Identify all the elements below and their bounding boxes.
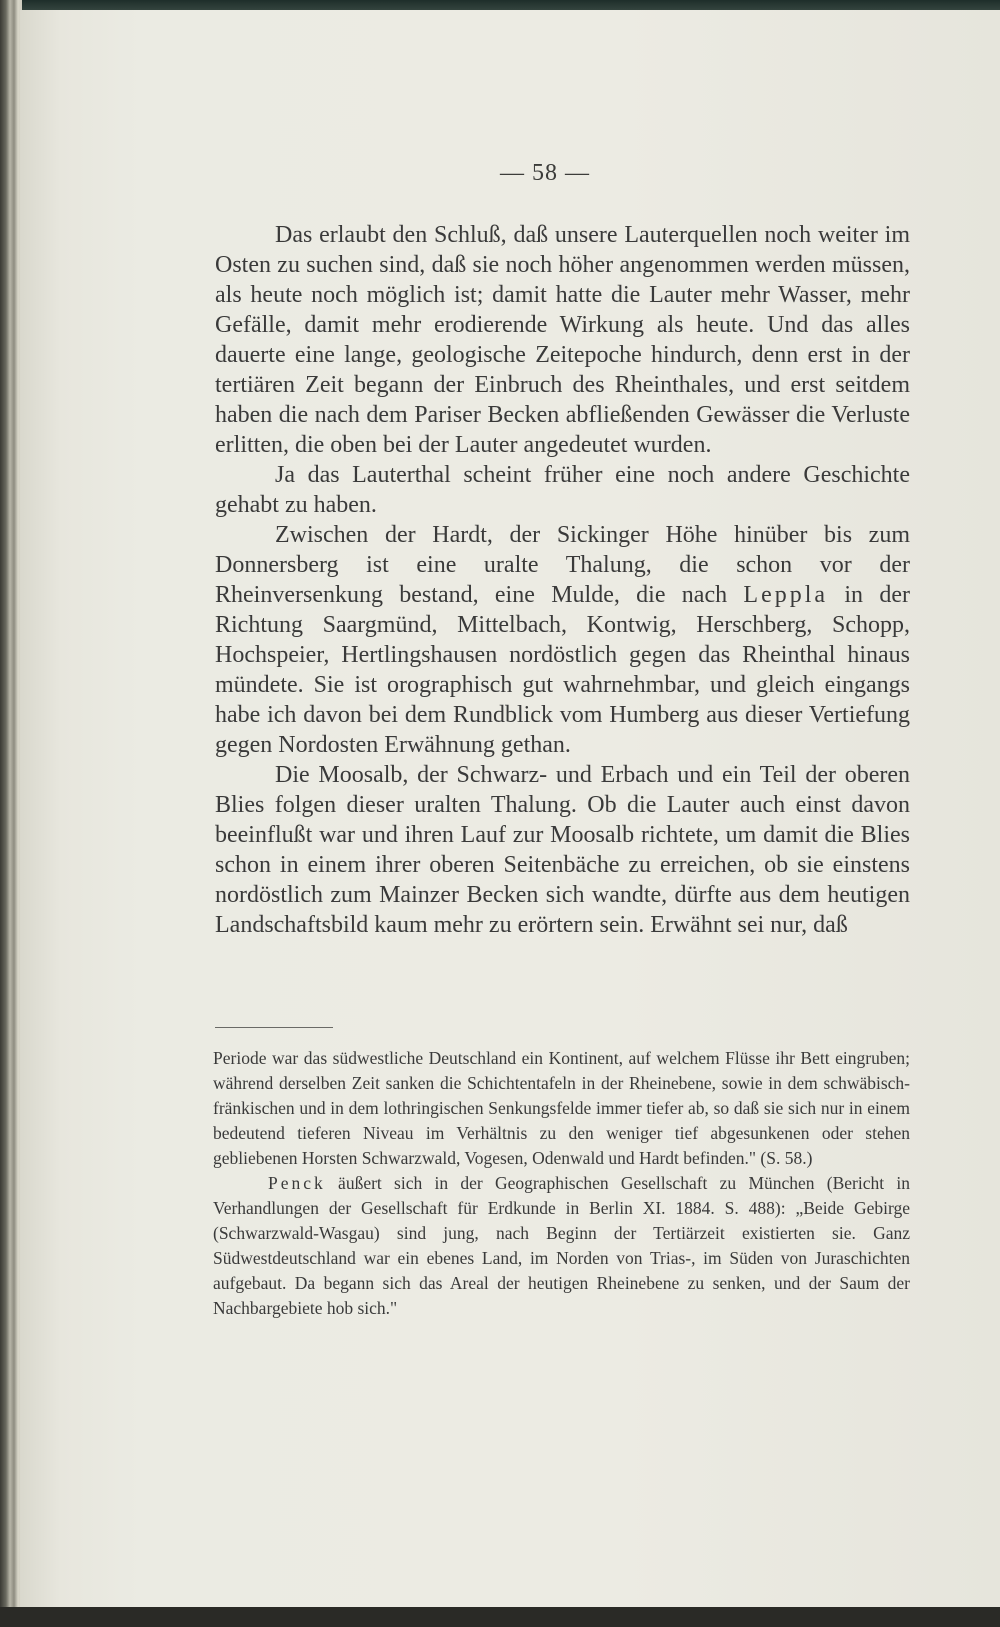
book-top-edge (0, 0, 1000, 10)
book-bottom-edge (0, 1607, 1000, 1627)
paragraph-2: Ja das Lauterthal scheint früher eine noch andere Geschichte gehabt zu haben. (215, 462, 910, 518)
footnote-1: Periode war das südwestliche Deutschland ein Kontinent, auf welchem Flüsse ihr Bett eingruben; während derselben Zeit sanken die Schichtentafeln in der Rheinebene, sowie in dem schwäbisch-fränkischen und in dem lothringischen Senkungsfelde immer tiefer ab, so daß sie sich nur in einem bedeutend tieferen Niveau im Verhältnis zu den weniger tief abgesunkenen oder stehen gebliebenen Horsten Schwarzwald, Vogesen, Odenwald und Hardt befinden." (S. 58.) (213, 1048, 910, 1168)
paragraph-1: Das erlaubt den Schluß, daß unsere Lauterquellen noch weiter im Osten zu suchen sind, daß sie noch höher angenommen werden müssen, als heute noch möglich ist; damit hatte die Lauter mehr Wasser, mehr Gefälle, damit mehr erodierende Wirkung als heute. Und das alles dauerte eine lange, geologische Zeitepoche hindurch, denn erst in der tertiären Zeit begann der Einbruch des Rheinthales, und erst seitdem haben die nach dem Pariser Becken abfließenden Gewässer die Verluste erlitten, die oben bei der Lauter angedeutet wurden. (215, 222, 910, 458)
paragraph-3-start: Zwischen der Hardt, der Sickinger Höhe hinüber bis zum Donnersberg ist eine uralte Thalung, die schon vor der Rheinversenkung bestand, eine Mulde, die nach (215, 522, 910, 608)
footnote-2-text: äußert sich in der Geographischen Gesellschaft zu München (Bericht in Verhandlungen der Gesellschaft für Erdkunde in Berlin XI. 1884. S. 488): „Beide Gebirge (Schwarzwald-Wasgau) sind jung, nach Beginn der Tertiärzeit existierten sie. Ganz Südwestdeutschland war ein ebenes Land, im Norden von Trias-, im Süden von Juraschichten aufgebaut. Da begann sich das Areal der heutigen Rheinebene zu senken, und der Saum der Nachbargebiete hob sich." (213, 1173, 910, 1318)
footnote-rule (215, 1027, 333, 1028)
footnotes (213, 1046, 910, 1321)
footnote-2 (213, 1171, 910, 1321)
paragraph-3 (215, 520, 910, 760)
author-leppla: Leppla (743, 582, 829, 608)
author-penck: Penck (268, 1173, 326, 1193)
paragraph-3-end: in der Richtung Saargmünd, Mittelbach, Kontwig, Herschberg, Schopp, Hochspeier, Hertlingshausen nordöstlich gegen das Rheinthal hinaus mündete. Sie ist orographisch gut wahrnehmbar, und gleich eingangs habe ich davon bei dem Rundblick vom Humberg aus dieser Vertiefung gegen Nordosten Erwähnung gethan. (215, 582, 910, 758)
paragraph-4: Die Moosalb, der Schwarz- und Erbach und ein Teil der oberen Blies folgen dieser uralten Thalung. Ob die Lauter auch einst davon beeinflußt war und ihren Lauf zur Moosalb richtete, um damit die Blies schon in einem ihrer oberen Seitenbäche zu erreichen, ob sie einstens nordöstlich zum Mainzer Becken sich wandte, dürfte aus dem heutigen Landschaftsbild kaum mehr zu erörtern sein. Erwähnt sei nur, daß (215, 762, 910, 938)
book-binding-edge (0, 0, 22, 1627)
main-text (215, 220, 910, 940)
page-number: — 58 — (500, 160, 590, 186)
